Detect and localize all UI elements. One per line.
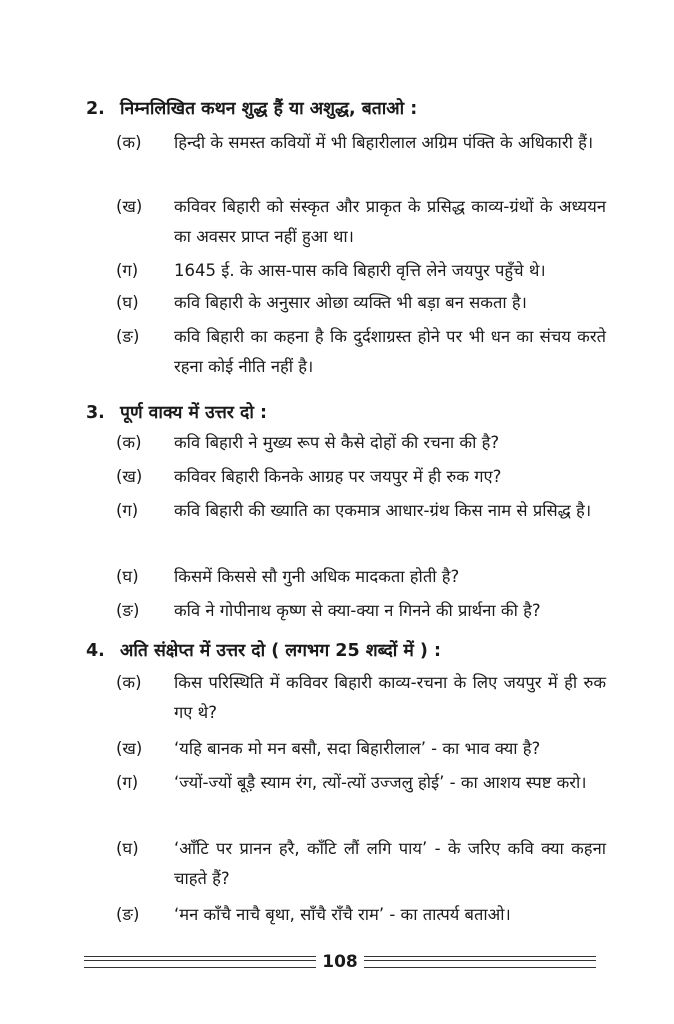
item-marker: (क) bbox=[116, 433, 142, 452]
footer-rule-left bbox=[84, 956, 316, 968]
item-marker: (ग) bbox=[116, 501, 139, 520]
item-marker: (ख) bbox=[116, 739, 143, 758]
list-item bbox=[116, 596, 606, 626]
item-text: कवि बिहारी ने मुख्य रूप से कैसे दोहों की रचना की है? bbox=[174, 433, 500, 452]
item-marker: (क) bbox=[116, 673, 142, 692]
item-text: ‘आँटि पर प्रानन हरै, काँटि लौं लगि पाय’ - के जरिए कवि क्या कहना चाहते हैं? bbox=[174, 839, 606, 888]
item-text: कविवर बिहारी को संस्कृत और प्राकृत के प्रसिद्ध काव्य-ग्रंथों के अध्ययन का अवसर प्राप्त नहीं हुआ था। bbox=[174, 197, 606, 246]
question-heading bbox=[86, 400, 267, 424]
item-text: हिन्दी के समस्त कवियों में भी बिहारीलाल अग्रिम पंक्ति के अधिकारी हैं। bbox=[174, 133, 594, 152]
footer-rule-right bbox=[364, 956, 596, 968]
page-footer bbox=[84, 947, 596, 977]
question-title: निम्नलिखित कथन शुद्ध हैं या अशुद्ध, बताओ : bbox=[120, 99, 418, 119]
item-text: कवि ने गोपीनाथ कृष्ण से क्या-क्या न गिनने की प्रार्थना की है? bbox=[174, 601, 541, 620]
question-number: 3. bbox=[86, 403, 105, 423]
list-item bbox=[116, 256, 606, 286]
item-text: किसमें किससे सौ गुनी अधिक मादकता होती है? bbox=[174, 567, 460, 586]
item-text: ‘मन काँचै नाचै बृथा, साँचै राँचै राम’ - का तात्पर्य बताओ। bbox=[174, 905, 511, 924]
page-number: 108 bbox=[322, 952, 358, 972]
item-marker: (ख) bbox=[116, 467, 143, 486]
item-text: 1645 ई. के आस-पास कवि बिहारी वृत्ति लेने जयपुर पहुँचे थे। bbox=[174, 261, 546, 280]
item-text: कवि बिहारी के अनुसार ओछा व्यक्ति भी बड़ा बन सकता है। bbox=[174, 293, 527, 312]
item-text: कविवर बिहारी किनके आग्रह पर जयपुर में ही रुक गए? bbox=[174, 467, 502, 486]
item-text: किस परिस्थिति में कविवर बिहारी काव्य-रचना के लिए जयपुर में ही रुक गए थे? bbox=[174, 673, 606, 722]
item-marker: (ग) bbox=[116, 261, 139, 280]
question-heading bbox=[86, 638, 441, 662]
list-item bbox=[116, 496, 606, 526]
item-marker: (ङ) bbox=[116, 327, 140, 346]
list-item bbox=[116, 288, 606, 318]
item-marker: (ङ) bbox=[116, 905, 140, 924]
list-item bbox=[116, 128, 606, 158]
item-marker: (घ) bbox=[116, 839, 139, 858]
item-marker: (घ) bbox=[116, 567, 139, 586]
item-text: कवि बिहारी की ख्याति का एकमात्र आधार-ग्रंथ किस नाम से प्रसिद्ध है। bbox=[174, 501, 592, 520]
item-marker: (घ) bbox=[116, 293, 139, 312]
list-item bbox=[116, 562, 606, 592]
question-number: 2. bbox=[86, 99, 105, 119]
question-heading bbox=[86, 96, 417, 120]
question-title: अति संक्षेप्त में उत्तर दो ( लगभग 25 शब्दों में ) : bbox=[120, 641, 442, 661]
list-item bbox=[116, 428, 606, 458]
list-item bbox=[116, 322, 606, 382]
question-title: पूर्ण वाक्य में उत्तर दो : bbox=[120, 403, 267, 423]
question-number: 4. bbox=[86, 641, 105, 661]
list-item bbox=[116, 768, 606, 798]
list-item bbox=[116, 192, 606, 252]
list-item bbox=[116, 734, 606, 764]
list-item bbox=[116, 834, 606, 894]
item-text: ‘ज्यों-ज्यों बूड़ै स्याम रंग, त्यों-त्यों उज्जलु होई’ - का आशय स्पष्ट करो। bbox=[174, 773, 587, 792]
list-item bbox=[116, 900, 606, 930]
item-marker: (ग) bbox=[116, 773, 139, 792]
item-text: कवि बिहारी का कहना है कि दुर्दशाग्रस्त होने पर भी धन का संचय करते रहना कोई नीति नहीं है। bbox=[174, 327, 606, 376]
list-item bbox=[116, 462, 606, 492]
item-marker: (ख) bbox=[116, 197, 143, 216]
item-marker: (ङ) bbox=[116, 601, 140, 620]
item-text: ‘यहि बानक मो मन बसौ, सदा बिहारीलाल’ - का भाव क्या है? bbox=[174, 739, 541, 758]
list-item bbox=[116, 668, 606, 728]
item-marker: (क) bbox=[116, 133, 142, 152]
